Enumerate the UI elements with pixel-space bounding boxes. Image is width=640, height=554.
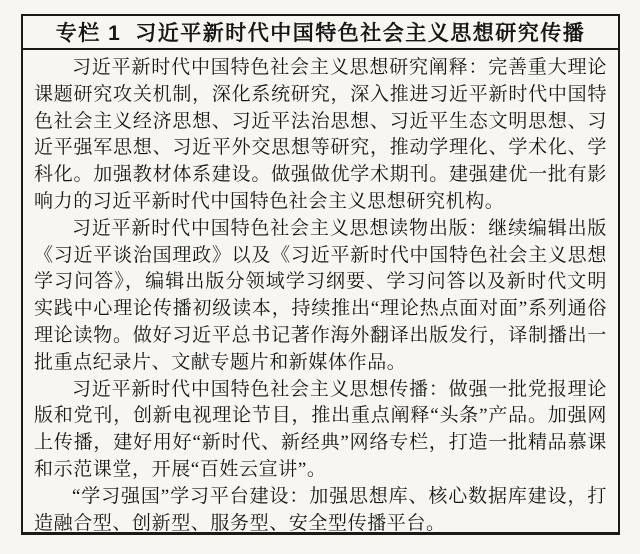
column-title: 习近平新时代中国特色社会主义思想研究传播 — [135, 22, 586, 45]
column-body — [23, 50, 618, 535]
column-panel — [21, 14, 620, 535]
column-label: 专栏 1 — [55, 22, 122, 45]
column-header — [23, 16, 618, 50]
paragraph-dissemination: 习近平新时代中国特色社会主义思想传播：做强一批党报理论版和党刊，创新电视理论节目，推出重点阐释“头条”产品。加强网上传播，建好用好“新时代、新经典”网络专栏，打造一批精品慕课和示范课堂，开展“百姓云宣讲”。 — [34, 378, 607, 480]
paragraph-research-interpretation: 习近平新时代中国特色社会主义思想研究阐释：完善重大理论课题研究攻关机制，深化系统研究，深入推进习近平新时代中国特色社会主义经济思想、习近平法治思想、习近平生态文明思想、习近平强军思想、习近平外交思想等研究，推动学理化、学术化、学科化。加强教材体系建设。做强做优学术期刊。建强建优一批有影响力的习近平新时代中国特色社会主义思想研究机构。 — [34, 57, 607, 212]
paragraph-xuexiqiangguo-platform: “学习强国”学习平台建设：加强思想库、核心数据库建设，打造融合型、创新型、服务型、安全型传播平台。 — [34, 485, 607, 534]
paragraph-publications: 习近平新时代中国特色社会主义思想读物出版：继续编辑出版《习近平谈治国理政》以及《习近平新时代中国特色社会主义思想学习问答》，编辑出版分领域学习纲要、学习问答以及新时代文明实践中心理论传播初级读本，持续推出“理论热点面对面”系列通俗理论读物。做好习近平总书记著作海外翻译出版发行，译制播出一批重点纪录片、文献专题片和新媒体作品。 — [34, 217, 607, 373]
